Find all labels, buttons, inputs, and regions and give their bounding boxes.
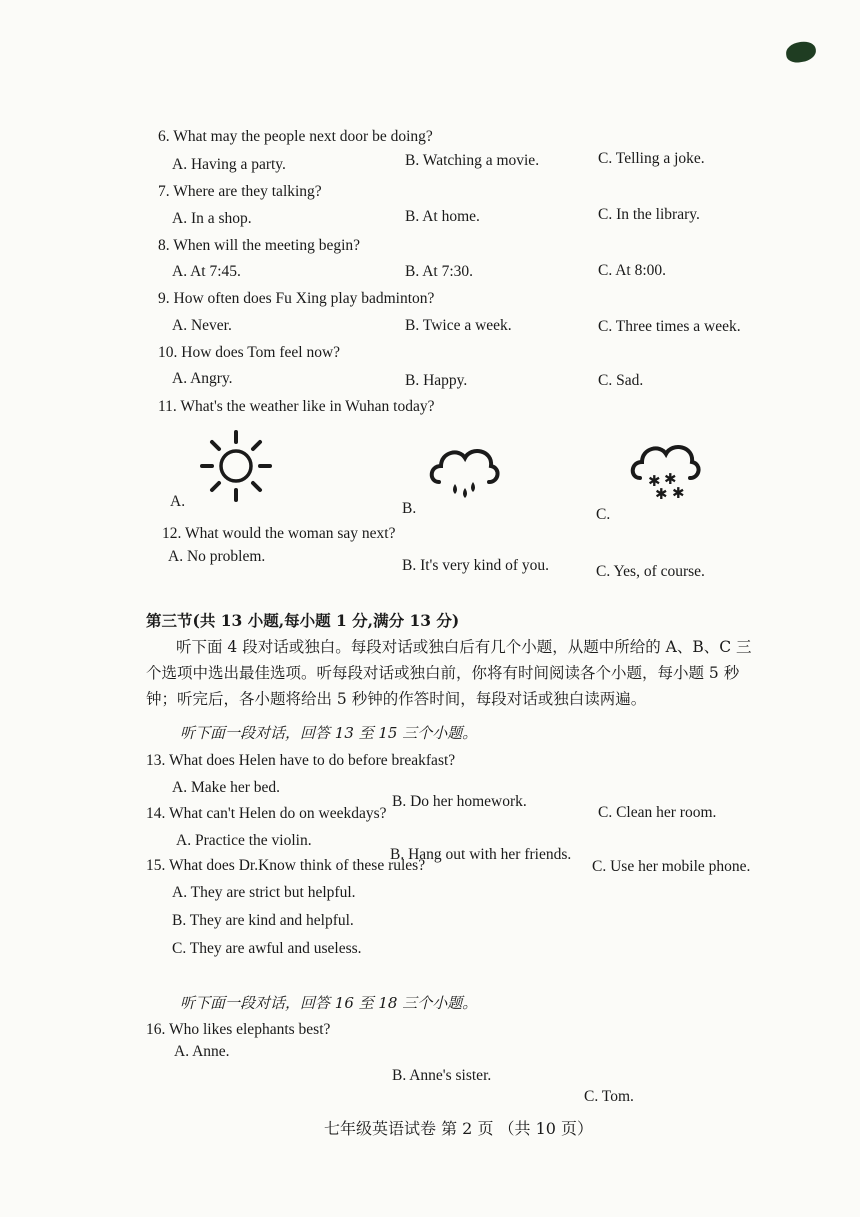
question-6: 6. What may the people next door be doing?: [158, 128, 433, 145]
rain-cloud-icon: [425, 438, 503, 502]
q7-option-a: A. In a shop.: [172, 210, 252, 227]
q13-option-c: C. Clean her room.: [598, 804, 717, 821]
q6-option-b: B. Watching a movie.: [405, 152, 540, 169]
q11-option-c: C.: [596, 506, 611, 523]
q8-option-a: A. At 7:45.: [172, 263, 241, 280]
question-12: 12. What would the woman say next?: [162, 525, 396, 542]
dialog-2-instruction: 听下面一段对话，回答 16 至 18 三个小题。: [180, 994, 478, 1012]
question-14: 14. What can't Helen do on weekdays?: [146, 805, 387, 822]
dialog-1-instruction: 听下面一段对话，回答 13 至 15 三个小题。: [180, 724, 478, 742]
q11-option-b: B.: [402, 500, 417, 517]
q7-option-b: B. At home.: [405, 208, 480, 225]
q9-option-b: B. Twice a week.: [405, 317, 512, 334]
q12-option-c: C. Yes, of course.: [596, 563, 705, 580]
question-11: 11. What's the weather like in Wuhan today?: [158, 398, 435, 415]
ink-smudge: [785, 40, 817, 64]
q14-option-a: A. Practice the violin.: [176, 832, 312, 849]
question-10: 10. How does Tom feel now?: [158, 344, 341, 361]
q14-option-b: B. Hang out with her friends.: [390, 846, 572, 863]
q6-option-a: A. Having a party.: [172, 156, 286, 173]
q12-option-b: B. It's very kind of you.: [402, 557, 550, 574]
snow-cloud-icon: [628, 436, 704, 504]
q16-option-b: B. Anne's sister.: [392, 1067, 492, 1084]
q15-option-b: B. They are kind and helpful.: [172, 912, 354, 929]
page-footer: 七年级英语试卷 第 2 页 （共 10 页）: [324, 1119, 594, 1138]
q12-option-a: A. No problem.: [168, 548, 266, 565]
q14-option-c: C. Use her mobile phone.: [592, 858, 751, 875]
q10-option-c: C. Sad.: [598, 372, 644, 389]
section-3-instructions-line-3: 钟；听完后，各小题将给出 5 秒钟的作答时间，每段对话或独白读两遍。: [146, 690, 647, 708]
question-9: 9. How often does Fu Xing play badminton?: [158, 290, 435, 307]
svg-text:✱: ✱: [672, 484, 685, 502]
q9-option-a: A. Never.: [172, 317, 232, 334]
question-8: 8. When will the meeting begin?: [158, 237, 361, 254]
q15-option-c: C. They are awful and useless.: [172, 940, 362, 957]
q8-option-b: B. At 7:30.: [405, 263, 474, 280]
q16-option-a: A. Anne.: [174, 1043, 230, 1060]
q10-option-b: B. Happy.: [405, 372, 468, 389]
q10-option-a: A. Angry.: [172, 370, 233, 387]
question-7: 7. Where are they talking?: [158, 183, 322, 200]
q13-option-b: B. Do her homework.: [392, 793, 527, 810]
sun-icon: [198, 428, 274, 504]
question-13: 13. What does Helen have to do before breakfast?: [146, 752, 456, 769]
question-16: 16. Who likes elephants best?: [146, 1021, 331, 1038]
q16-option-c: C. Tom.: [584, 1088, 634, 1105]
q6-option-c: C. Telling a joke.: [598, 150, 705, 167]
svg-text:✱: ✱: [648, 472, 661, 490]
section-3-instructions-line-2: 个选项中选出最佳选项。听每段对话或独白前，你将有时间阅读各个小题，每小题 5 秒: [146, 664, 740, 682]
q15-option-a: A. They are strict but helpful.: [172, 884, 356, 901]
section-3-heading: 第三节(共 13 小题,每小题 1 分,满分 13 分): [146, 611, 460, 630]
q13-option-a: A. Make her bed.: [172, 779, 281, 796]
section-3-instructions-line-1: 听下面 4 段对话或独白。每段对话或独白后有几个小题，从题中所给的 A、B、C 三: [176, 638, 752, 656]
question-15: 15. What does Dr.Know think of these rules?: [146, 857, 426, 874]
svg-text:✱: ✱: [664, 470, 677, 488]
svg-text:✱: ✱: [655, 485, 668, 503]
q7-option-c: C. In the library.: [598, 206, 700, 223]
q8-option-c: C. At 8:00.: [598, 262, 667, 279]
q9-option-c: C. Three times a week.: [598, 318, 741, 335]
q11-option-a: A.: [170, 493, 186, 510]
